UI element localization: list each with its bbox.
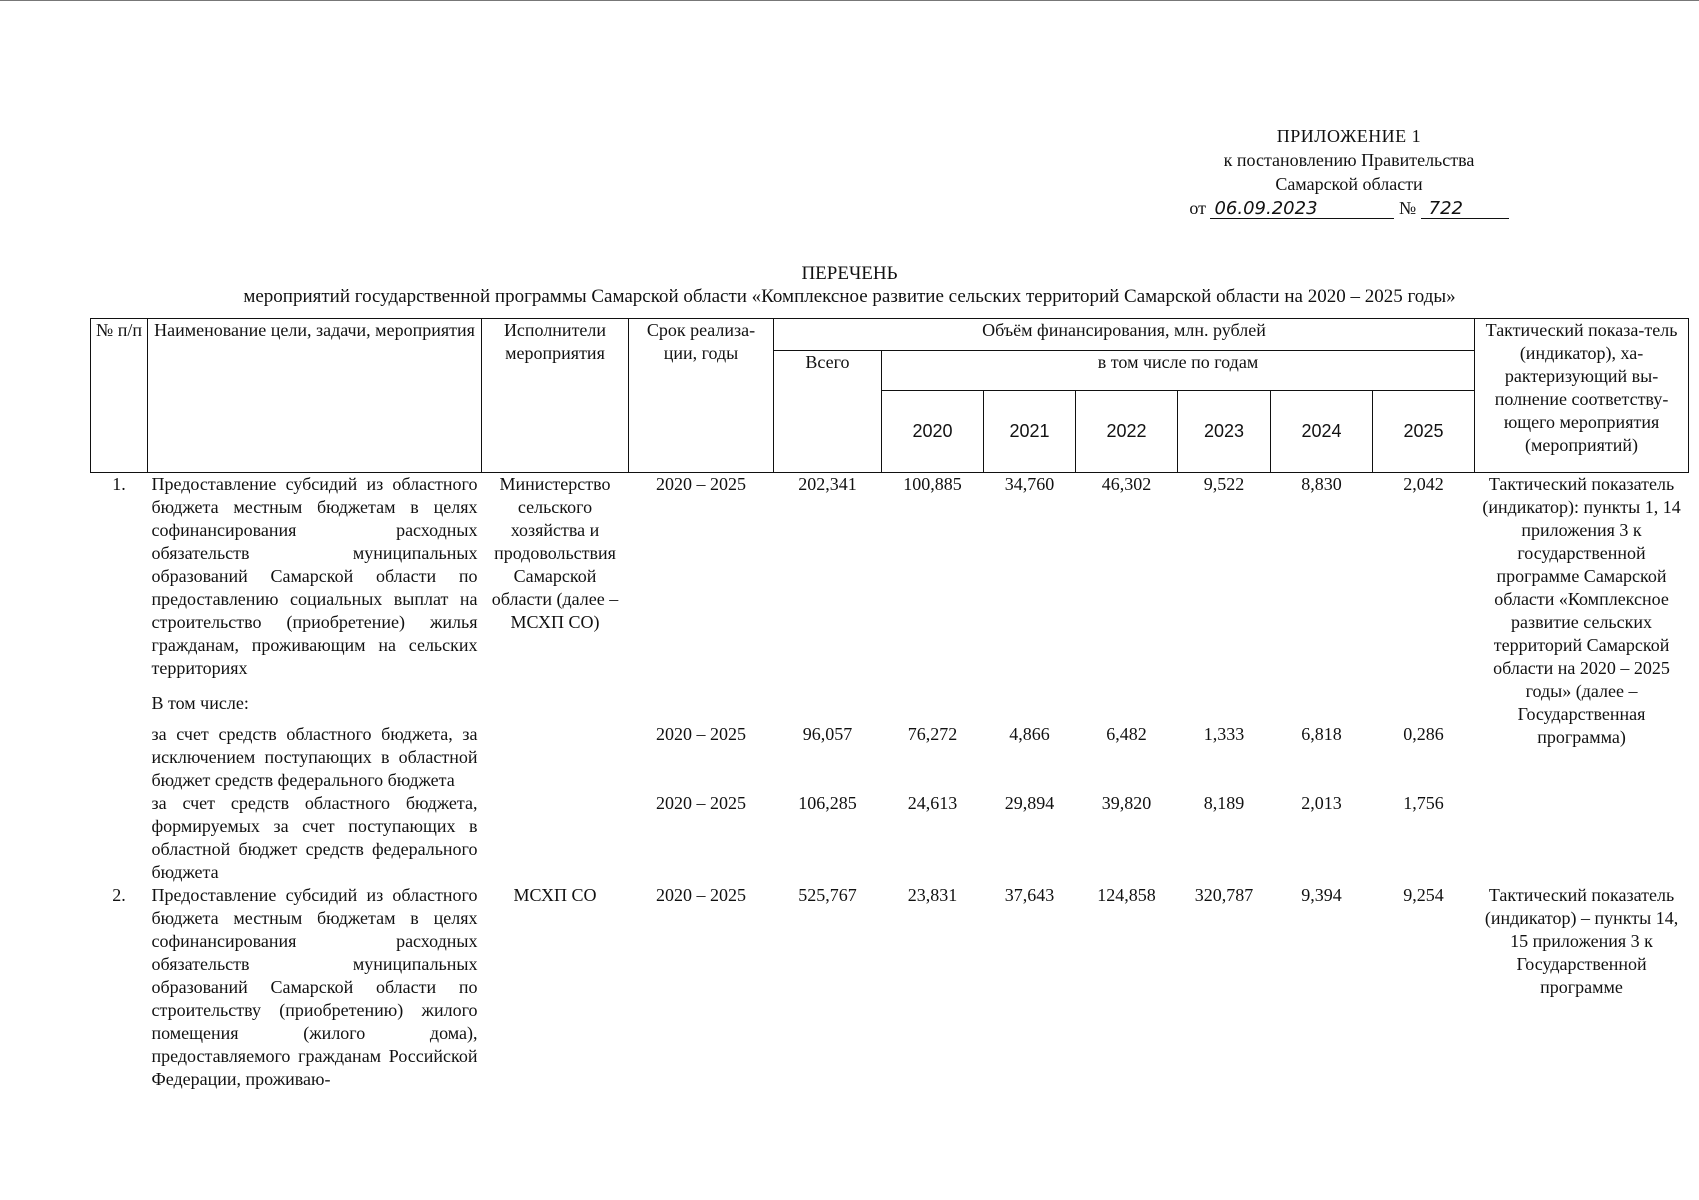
period: 2020 – 2025 — [656, 474, 746, 494]
year-value: 39,820 — [1101, 793, 1152, 813]
year-value: 6,482 — [1106, 724, 1147, 744]
table-row — [91, 792, 1689, 884]
year-value: 9,522 — [1203, 474, 1245, 494]
total-value: 525,767 — [798, 885, 857, 905]
header-year: 2020 — [882, 391, 984, 473]
header-by-years: в том числе по годам — [882, 351, 1475, 391]
period: 2020 – 2025 — [656, 724, 746, 744]
handwritten-date: 06.09.2023 — [1210, 200, 1394, 219]
appendix-block — [1189, 124, 1509, 220]
indicator: Тактический показатель (индикатор) – пункты 14, 15 приложения 3 к Государственной программе — [1484, 885, 1679, 997]
year-value: 124,858 — [1097, 885, 1156, 905]
header-year: 2025 — [1373, 391, 1475, 473]
year-value: 8,830 — [1301, 474, 1342, 494]
indicator: Тактический показатель (индикатор): пункты 1, 14 приложения 3 к государственной программе Самарской области «Комплексное развитие сельских территорий Самарской области на 2020 – 2025 годы» (далее – Государственная программа) — [1482, 474, 1681, 747]
executor — [482, 715, 629, 792]
header-period: Срок реализа-ции, годы — [629, 319, 774, 473]
executor: Министерство сельского хозяйства и продовольствия Самарской области (далее – МСХП СО) — [491, 474, 619, 632]
header-funding: Объём финансирования, млн. рублей — [774, 319, 1475, 351]
row-number — [91, 715, 148, 792]
header-year: 2021 — [984, 391, 1076, 473]
year-value: 100,885 — [903, 474, 962, 494]
total-value: 106,285 — [798, 793, 857, 813]
measure-name: за счет средств областного бюджета, за исключением поступающих в областной бюджет средств федерального бюджета — [151, 724, 478, 790]
measure-extra: В том числе: — [151, 693, 249, 713]
year-value: 24,613 — [907, 793, 958, 813]
page-top-border — [0, 0, 1699, 1]
year-value: 29,894 — [1004, 793, 1055, 813]
document-subtitle: мероприятий государственной программы Самарской области «Комплексное развитие сельских территорий Самарской области на 2020 – 2025 годы» — [243, 286, 1456, 307]
year-value: 37,643 — [1004, 885, 1055, 905]
total-value: 202,341 — [798, 474, 857, 494]
executor — [482, 792, 629, 884]
row-number: 1. — [112, 474, 126, 494]
appendix-line-1: к постановлению Правительства — [1223, 150, 1475, 170]
measures-table — [90, 318, 1689, 1091]
table-row — [91, 715, 1689, 792]
header-name: Наименование цели, задачи, мероприятия — [148, 319, 482, 473]
total-value: 96,057 — [802, 724, 853, 744]
appendix-heading: ПРИЛОЖЕНИЕ 1 — [1276, 126, 1422, 146]
year-value: 23,831 — [907, 885, 958, 905]
header-total: Всего — [774, 351, 882, 473]
year-value: 8,189 — [1203, 793, 1245, 813]
table-row — [91, 473, 1689, 716]
handwritten-number: 722 — [1421, 200, 1509, 219]
period: 2020 – 2025 — [656, 793, 746, 813]
year-value: 9,394 — [1301, 885, 1342, 905]
header-indicator: Тактический показа-тель (индикатор), ха-рактеризующий вы-полнение соответству-ющего мероприятия (мероприятий) — [1475, 319, 1689, 473]
executor: МСХП СО — [513, 885, 597, 905]
appendix-line-2: Самарской области — [1275, 174, 1423, 194]
header-year: 2022 — [1076, 391, 1178, 473]
year-value: 2,013 — [1301, 793, 1342, 813]
document-title: ПЕРЕЧЕНЬ — [801, 263, 898, 284]
year-value: 2,042 — [1403, 474, 1444, 494]
row-number: 2. — [112, 885, 126, 905]
table-row — [91, 884, 1689, 1091]
year-value: 46,302 — [1101, 474, 1152, 494]
header-year: 2023 — [1178, 391, 1271, 473]
measure-name: за счет средств областного бюджета, формируемых за счет поступающих в областной бюджет средств федерального бюджета — [151, 793, 478, 882]
measure-name: Предоставление субсидий из областного бюджета местным бюджетам в целях софинансирования расходных обязательств муниципальных образований Самарской области по предоставлению социальных выплат на строительство (приобретение) жилья гражданам, проживающим на сельских территориях — [151, 474, 478, 678]
header-num: № п/п — [91, 319, 148, 473]
year-value: 4,866 — [1009, 724, 1050, 744]
appendix-date-line — [1189, 196, 1509, 220]
year-value: 34,760 — [1004, 474, 1055, 494]
number-prefix: № — [1398, 198, 1417, 218]
row-number — [91, 792, 148, 884]
measure-name: Предоставление субсидий из областного бюджета местным бюджетам в целях софинансирования расходных обязательств муниципальных образований Самарской области по строительству (приобретению) жилого помещения (жилого дома), предоставляемого гражданам Российской Федерации, проживаю- — [151, 885, 478, 1089]
year-value: 1,333 — [1203, 724, 1245, 744]
year-value: 320,787 — [1194, 885, 1254, 905]
header-executors: Исполнители мероприятия — [482, 319, 629, 473]
measure-name-cell — [148, 473, 482, 716]
table-header — [91, 319, 1689, 473]
period: 2020 – 2025 — [656, 885, 746, 905]
year-value: 0,286 — [1403, 724, 1444, 744]
header-year: 2024 — [1271, 391, 1373, 473]
year-value: 9,254 — [1403, 885, 1444, 905]
year-value: 76,272 — [907, 724, 958, 744]
year-value: 6,818 — [1301, 724, 1342, 744]
year-value: 1,756 — [1403, 793, 1444, 813]
table-body — [91, 473, 1689, 1092]
indicator — [1475, 792, 1689, 884]
date-prefix: от — [1189, 198, 1206, 218]
